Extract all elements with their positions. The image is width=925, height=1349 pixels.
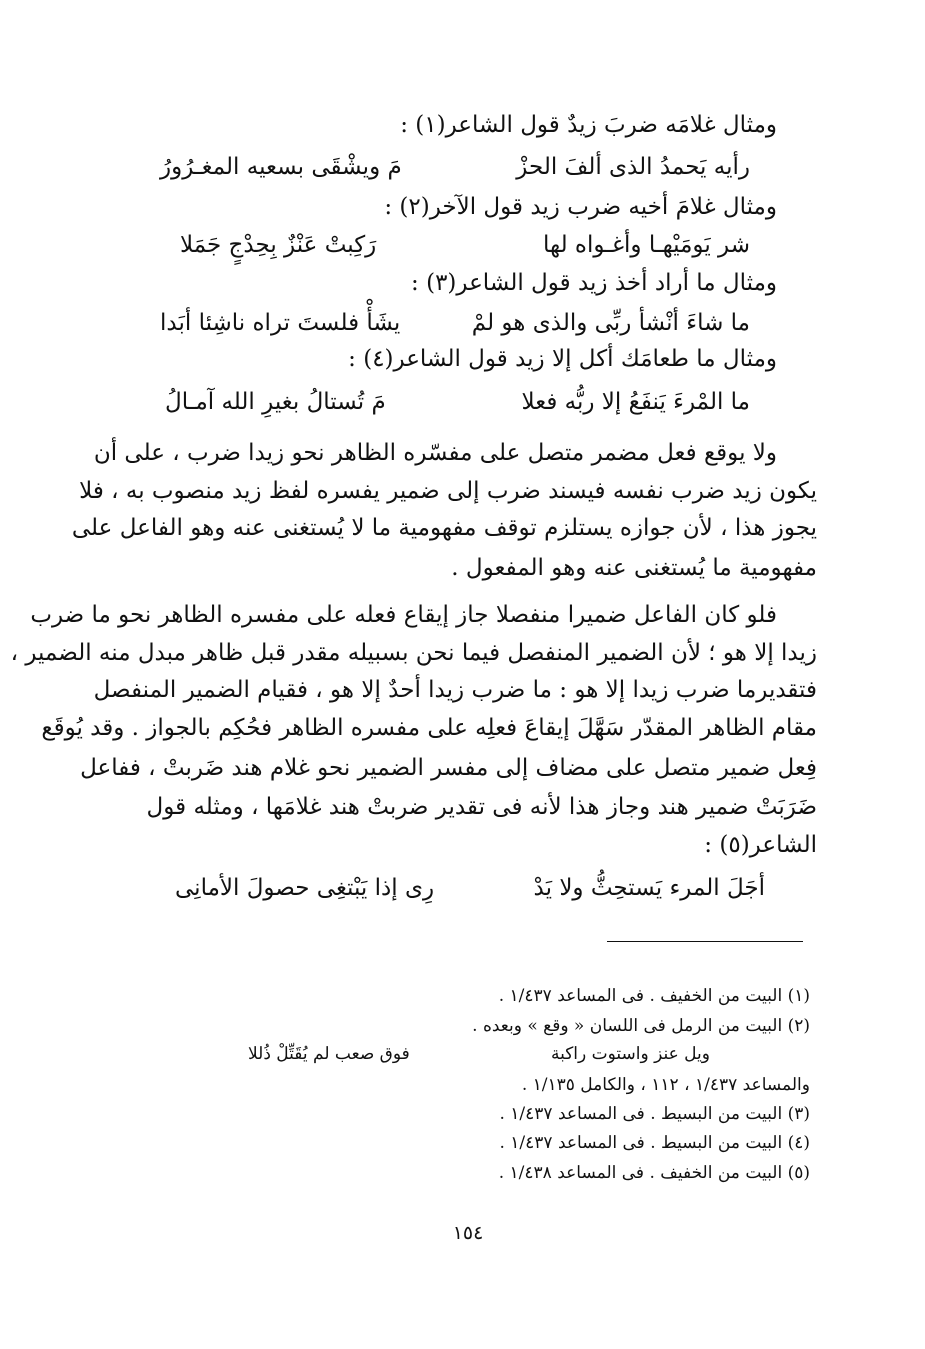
footnote-2-verse-second: فوق صعب لم يُقَتِّلْ ذُللا [248, 1044, 410, 1064]
footnote-3: (٣) البيت من البسيط . فى المساعد ١/٤٣٧ . [499, 1104, 810, 1124]
footnote-5: (٥) البيت من الخفيف . فى المساعد ١/٤٣٨ . [498, 1163, 810, 1183]
intro-line-2: ومثال غلامَ أخيه ضرب زيد قول الآخر(٢) : [384, 194, 777, 220]
verse-3-first-hemistich: ما شاءَ أنْشأ ربِّى والذى هو لمْ [471, 310, 750, 336]
paragraph-1-line-3: يجوز هذا ، لأن جوازه يستلزم توقف مفهومية ما لا يُستغنى عنه وهو الفاعل على [71, 515, 817, 541]
verse-4-second-hemistich: مَ تُستالُ بغيرِ الله آمـالُ [165, 389, 386, 415]
paragraph-2-line-7: الشاعر(٥) : [704, 832, 817, 858]
paragraph-2-line-3: فتقديرما ضرب زيدا إلا هو : ما ضرب زيدا أحدٌ إلا هو ، فقيام الضمير المنفصل [93, 677, 817, 703]
footnote-4: (٤) البيت من البسيط . فى المساعد ١/٤٣٧ . [499, 1133, 810, 1153]
intro-line-3: ومثال ما أراد أخذ زيد قول الشاعر(٣) : [411, 270, 777, 296]
verse-4-first-hemistich: ما المْرءَ يَنفَعُ إلا ربُّه فعلا [521, 389, 750, 415]
paragraph-2-line-1: فلو كان الفاعل ضميرا منفصلا جاز إيقاع فعله على مفسره الظاهر نحو ما ضرب [30, 602, 777, 628]
paragraph-2-line-5: فِعل ضمير متصل على مضاف إلى مفسر الضمير نحو غلام هند ضَربتْ ، ففاعل [80, 755, 817, 781]
verse-5-second-hemistich: رِى إذا يَبْتغِى حصولَ الأمانِى [175, 875, 435, 901]
verse-1-second-hemistich: مَ ويشْقَى بسعيه المغـرُورُ [160, 154, 402, 180]
paragraph-1-line-2: يكون زيد ضرب نفسه فيسند ضرب إلى ضمير يفسره لفظ زيد منصوب به ، فلا [79, 478, 817, 504]
footnote-separator [607, 941, 803, 942]
paragraph-2-line-4: مقام الظاهر المقدّر سَهَّلَ إيقاعَ فعلِه على مفسره الظاهر فحُكِم بالجواز . وقد يُوقَع [41, 715, 817, 741]
paragraph-2-line-2: زيدا إلا هو ؛ لأن الضمير المنفصل فيما نحن بسبيله مقدر قبل ظاهر مبدل منه الضمير ، [10, 640, 817, 666]
footnote-2: (٢) البيت من الرمل فى اللسان « وقع » وبعده . [472, 1016, 810, 1036]
verse-5-first-hemistich: أجَلَ المرء يَستحِثُّ ولا يَدْ [533, 875, 765, 901]
paragraph-1-line-4: مفهومية ما يُستغنى عنه وهو المفعول . [451, 555, 817, 581]
intro-line-4: ومثال ما طعامَك أكل إلا زيد قول الشاعر(٤) : [348, 346, 777, 372]
paragraph-2-line-6: ضَرَبَتْ ضمير هند وجاز هذا لأنه فى تقدير ضربتْ هند غلامَها ، ومثله قول [146, 794, 817, 820]
verse-2-second-hemistich: رَكِبتْ عَنْزٌ بِحِدْجٍ جَمَلا [180, 232, 377, 258]
verse-2-first-hemistich: شر يَومَيْهـا وأغـواه لها [543, 232, 750, 258]
verse-1-first-hemistich: رأيه يَحمدُ الذى ألفَ الحزْ [516, 154, 750, 180]
intro-line-1: ومثال غلامَه ضربَ زيدٌ قول الشاعر(١) : [400, 112, 777, 138]
footnote-1: (١) البيت من الخفيف . فى المساعد ١/٤٣٧ . [498, 986, 810, 1006]
footnote-2-continuation: والمساعد ١/٤٣٧ ، ١١٢ ، والكامل ١/١٣٥ . [521, 1075, 810, 1095]
footnote-2-verse-first: ويل عنز واستوت راكبة [550, 1044, 710, 1064]
verse-3-second-hemistich: يشَأْ فلستَ تراه ناشِئا أبَدا [160, 310, 401, 336]
paragraph-1-line-1: ولا يوقع فعل مضمر متصل على مفسّره الظاهر نحو زيدا ضرب ، على أن [93, 440, 777, 466]
page-number: ١٥٤ [452, 1222, 484, 1244]
